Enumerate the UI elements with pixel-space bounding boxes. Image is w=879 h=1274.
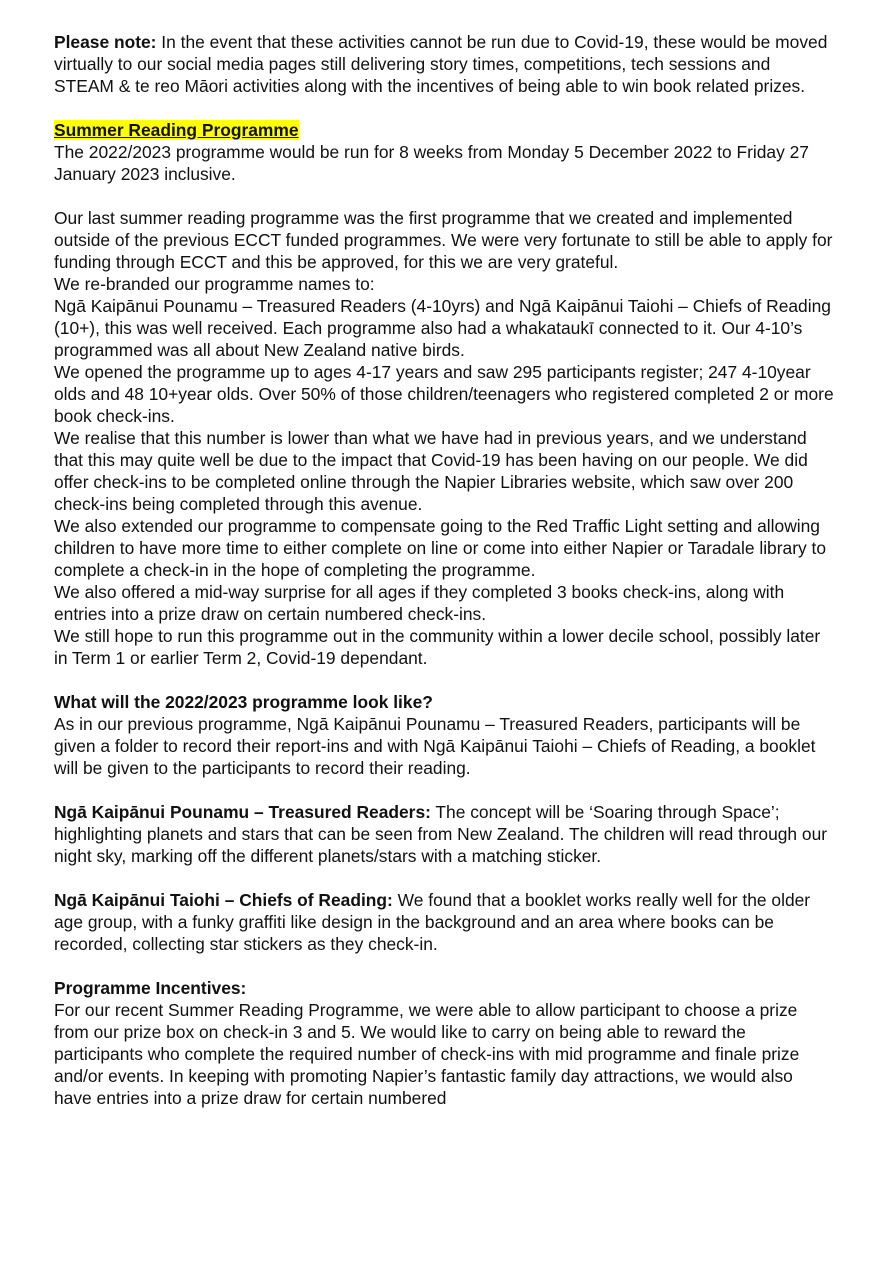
summer-para-2: We re-branded our programme names to: bbox=[54, 274, 375, 294]
note-paragraph bbox=[54, 31, 834, 97]
document-page bbox=[54, 31, 834, 1109]
note-text: In the event that these activities cannot be run due to Covid-19, these would be moved virtually to our social media pages still delivering story times, competitions, tech sessions and STEAM & te reo Māori activities along with the incentives of being able to win book related prizes. bbox=[54, 32, 828, 96]
summer-para-1: Our last summer reading programme was the first programme that we created and implemented outside of the previous ECCT funded programmes. We were very fortunate to still be able to apply for funding through ECCT and this be approved, for this we are very grateful. bbox=[54, 208, 833, 272]
pounamu-label: Ngā Kaipānui Pounamu – Treasured Readers: bbox=[54, 802, 431, 822]
summer-heading-line bbox=[54, 119, 834, 141]
look-heading-text: What will the 2022/2023 programme look like? bbox=[54, 692, 433, 712]
incentives-heading bbox=[54, 977, 834, 999]
incentives-text: For our recent Summer Reading Programme, we were able to allow participant to choose a prize from our prize box on check-in 3 and 5. We would like to carry on being able to reward the participants who complete the required number of check-ins with mid programme and finale prize and/or events. In keeping with promoting Napier’s fantastic family day attractions, we would also have entries into a prize draw for certain numbered bbox=[54, 1000, 800, 1108]
note-label: Please note: bbox=[54, 32, 157, 52]
look-heading bbox=[54, 691, 834, 713]
summer-para-7: We also offered a mid-way surprise for all ages if they completed 3 books check-ins, along with entries into a prize draw on certain numbered check-ins. bbox=[54, 582, 785, 624]
incentives-heading-text: Programme Incentives: bbox=[54, 978, 247, 998]
summer-intro: The 2022/2023 programme would be run for 8 weeks from Monday 5 December 2022 to Friday 27 January 2023 inclusive. bbox=[54, 142, 809, 184]
summer-para-4: We opened the programme up to ages 4-17 years and saw 295 participants register; 247 4-10year olds and 48 10+year olds. Over 50% of those children/teenagers who registered completed 2 or more book check-ins. bbox=[54, 362, 834, 426]
summer-para-8: We still hope to run this programme out in the community within a lower decile school, possibly later in Term 1 or earlier Term 2, Covid-19 dependant. bbox=[54, 626, 821, 668]
summer-para-5: We realise that this number is lower than what we have had in previous years, and we understand that this may quite well be due to the impact that Covid-19 has been having on our people. We did offer check-ins to be completed online through the Napier Libraries website, which saw over 200 check-ins being completed through this avenue. bbox=[54, 428, 808, 514]
taiohi-text: We found that a booklet works really well for the older age group, with a funky graffiti like design in the background and an area where books can be recorded, collecting star stickers as they check-in. bbox=[54, 890, 811, 954]
summer-para-6: We also extended our programme to compensate going to the Red Traffic Light setting and allowing children to have more time to either complete on line or come into either Napier or Taradale library to complete a check-in in the hope of completing the programme. bbox=[54, 516, 827, 580]
summer-heading: Summer Reading Programme bbox=[54, 120, 299, 140]
summer-para-3: Ngā Kaipānui Pounamu – Treasured Readers (4-10yrs) and Ngā Kaipānui Taiohi – Chiefs of Reading (10+), this was well received. Each programme also had a whakataukī connected to it. Our 4-10’s programmed was all about New Zealand native birds. bbox=[54, 296, 831, 360]
taiohi-label: Ngā Kaipānui Taiohi – Chiefs of Reading: bbox=[54, 890, 393, 910]
pounamu-text: The concept will be ‘Soaring through Space’; highlighting planets and stars that can be seen from New Zealand. The children will read through our night sky, marking off the different planets/stars with a matching sticker. bbox=[54, 802, 828, 866]
look-text: As in our previous programme, Ngā Kaipānui Pounamu – Treasured Readers, participants will be given a folder to record their report-ins and with Ngā Kaipānui Taiohi – Chiefs of Reading, a booklet will be given to the participants to record their reading. bbox=[54, 714, 816, 778]
pounamu-paragraph bbox=[54, 801, 834, 867]
taiohi-paragraph bbox=[54, 889, 834, 955]
